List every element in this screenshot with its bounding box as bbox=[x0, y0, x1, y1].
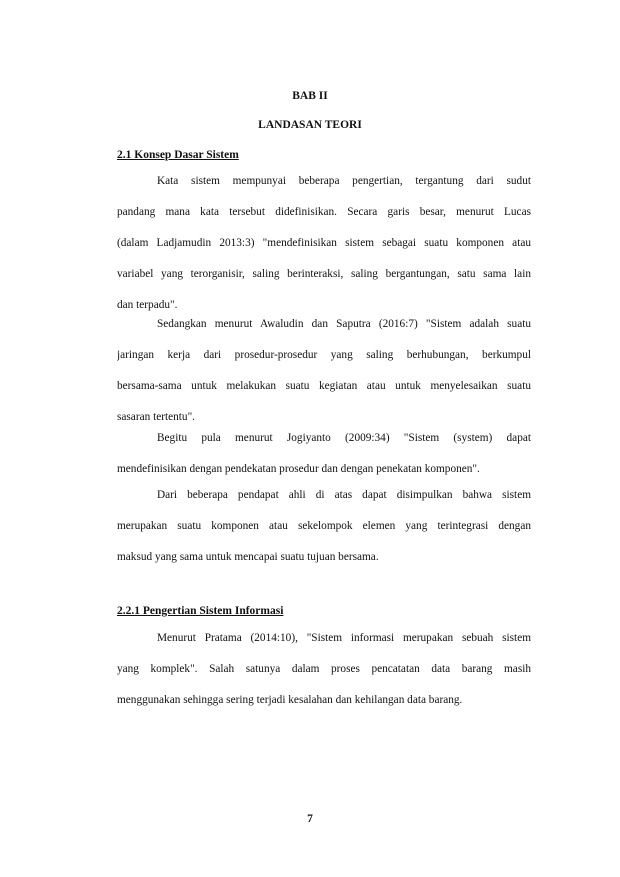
text-line: mendefinisikan dengan pendekatan prosedur dan dengan penekatan komponen". bbox=[117, 463, 480, 475]
text-line: Dari beberapa pendapat ahli di atas dapat disimpulkan bahwa sistem bbox=[157, 489, 531, 501]
text-line: Menurut Pratama (2014:10), "Sistem informasi merupakan sebuah sistem bbox=[157, 632, 531, 644]
text-line: maksud yang sama untuk mencapai suatu tujuan bersama. bbox=[117, 551, 379, 563]
text-line: sasaran tertentu". bbox=[117, 411, 196, 423]
text-line: Sedangkan menurut Awaludin dan Saputra (2016:7) "Sistem adalah suatu bbox=[157, 318, 531, 330]
text-line: jaringan kerja dari prosedur-prosedur yang saling berhubungan, berkumpul bbox=[117, 349, 531, 361]
text-line: pandang mana kata tersebut didefinisikan. Secara garis besar, menurut Lucas bbox=[117, 206, 531, 218]
section-heading-2-2-1: 2.2.1 Pengertian Sistem Informasi bbox=[117, 605, 284, 617]
text-line: menggunakan sehingga sering terjadi kesalahan dan kehilangan data barang. bbox=[117, 694, 463, 706]
text-line: bersama-sama untuk melakukan suatu kegiatan atau untuk menyelesaikan suatu bbox=[117, 380, 531, 392]
chapter-label: BAB II bbox=[292, 90, 328, 102]
text-line: variabel yang terorganisir, saling berinteraksi, saling bergantungan, satu sama lain bbox=[117, 268, 531, 280]
chapter-title: LANDASAN TEORI bbox=[258, 119, 362, 131]
page-number: 7 bbox=[307, 813, 313, 825]
paragraph-4 bbox=[117, 489, 531, 582]
text-line: Begitu pula menurut Jogiyanto (2009:34) "Sistem (system) dapat bbox=[157, 432, 531, 444]
section-heading-2-1: 2.1 Konsep Dasar Sistem bbox=[117, 149, 239, 161]
paragraph-3 bbox=[117, 432, 531, 494]
text-line: merupakan suatu komponen atau sekelompok elemen yang terintegrasi dengan bbox=[117, 520, 531, 532]
text-line: Kata sistem mempunyai beberapa pengertian, tergantung dari sudut bbox=[157, 175, 531, 187]
text-line: (dalam Ladjamudin 2013:3) "mendefinisikan sistem sebagai suatu komponen atau bbox=[117, 237, 531, 249]
paragraph-5 bbox=[117, 632, 531, 725]
text-line: dan terpadu". bbox=[117, 299, 178, 311]
text-line: yang komplek". Salah satunya dalam proses pencatatan data barang masih bbox=[117, 663, 531, 675]
paragraph-2 bbox=[117, 318, 531, 442]
paragraph-1 bbox=[117, 175, 531, 330]
